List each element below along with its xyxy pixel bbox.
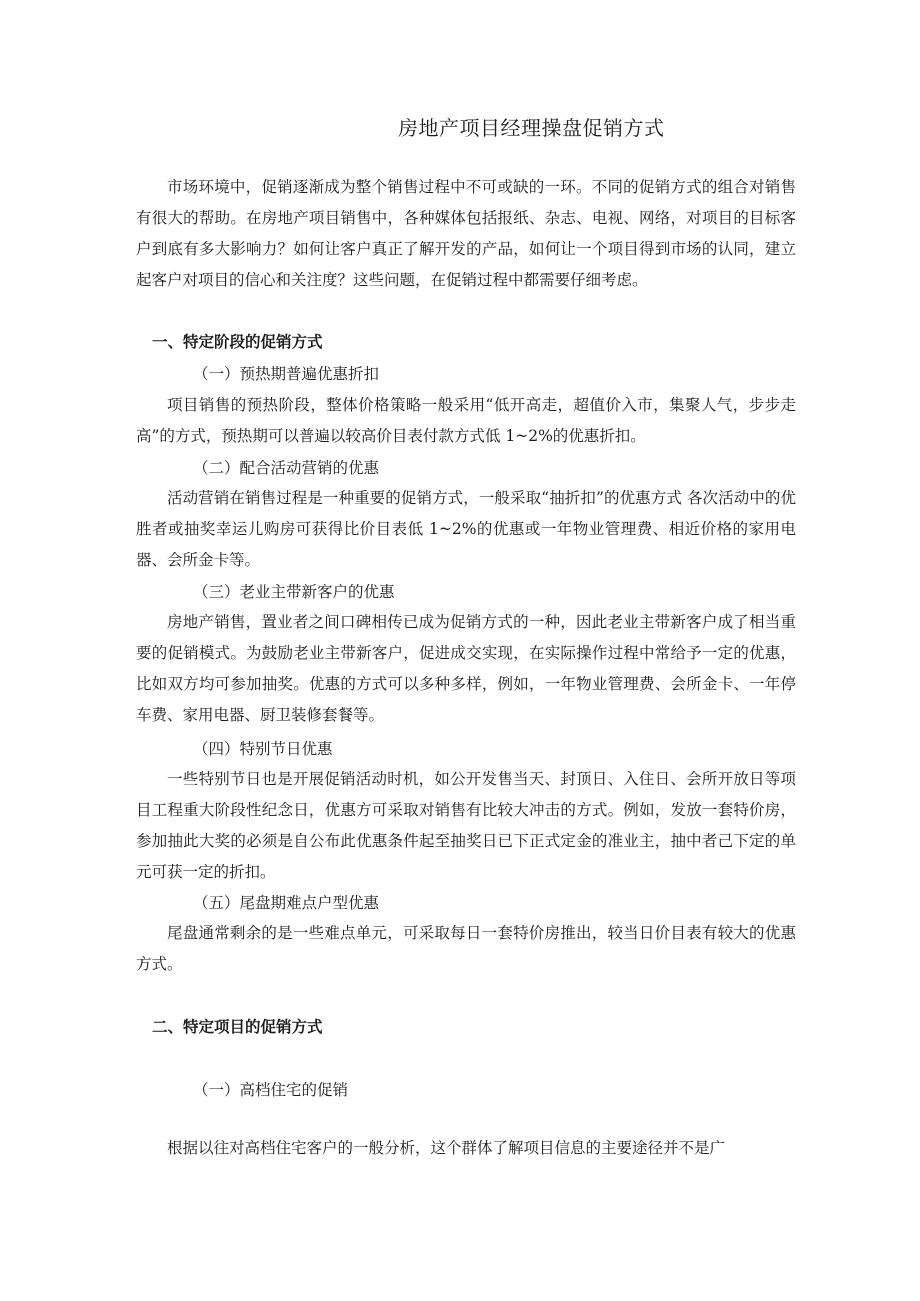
section-1-paragraph-5: 尾盘通常剩余的是一些难点单元，可采取每日一套特价房推出，较当日价目表有较大的优惠方式。 — [136, 924, 796, 973]
section-1-paragraph-4: 一些特别节日也是开展促销活动时机，如公开发售当天、封顶日、入住日、会所开放日等项目工程重大阶段性纪念日，优惠方可采取对销售有比较大冲击的方式。例如，发放一套特价房，参加抽此大奖的必须是自公布此优惠条件起至抽奖日已下正式定金的准业主，抽中者己下定的单元可获一定的折扣。 — [136, 770, 796, 881]
section-1-subheading-5: （五）尾盘期难点户型优惠 — [193, 894, 380, 912]
section-1-paragraph-1: 项目销售的预热阶段，整体价格策略一般采用“低开高走，超值价入市，集聚人气，步步走高”的方式，预热期可以普遍以较高价目表付款方式低 1~2%的优惠折扣。 — [136, 396, 796, 445]
section-2-subheading-1: （一）高档住宅的促销 — [193, 1081, 349, 1099]
section-1-subheading-4: （四）特别节日优惠 — [193, 740, 333, 758]
section-1-paragraph-3: 房地产销售，置业者之间口碑相传已成为促销方式的一种，因此老业主带新客户成了相当重要的促销模式。为鼓励老业主带新客户，促进成交实现，在实际操作过程中常给予一定的优惠，比如双方均可参加抽奖。优惠的方式可以多种多样，例如，一年物业管理费、会所金卡、一年停车费、家用电器、厨卫装修套餐等。 — [136, 613, 796, 724]
section-1-heading: 一、特定阶段的促销方式 — [152, 332, 323, 351]
section-2-paragraph-1: 根据以往对高档住宅客户的一般分析，这个群体了解项目信息的主要途径并不是广 — [167, 1139, 726, 1157]
section-1-subheading-2: （二）配合活动营销的优惠 — [193, 459, 380, 477]
section-2-heading: 二、特定项目的促销方式 — [152, 1017, 323, 1036]
document-title: 房地产项目经理操盘促销方式 — [398, 116, 665, 140]
section-1-subheading-1: （一）预热期普遍优惠折扣 — [193, 365, 380, 383]
section-1-subheading-3: （三）老业主带新客户的优惠 — [193, 583, 395, 601]
section-1-paragraph-2: 活动营销在销售过程是一种重要的促销方式，一般采取“抽折扣”的优惠方式 各次活动中的优胜者或抽奖幸运儿购房可获得比价目表低 1~2%的优惠或一年物业管理费、相近价格的家用电器、会所金卡等。 — [136, 489, 796, 569]
intro-paragraph: 市场环境中，促销逐渐成为整个销售过程中不可或缺的一环。不同的促销方式的组合对销售有很大的帮助。在房地产项目销售中，各种媒体包括报纸、杂志、电视、网络，对项目的目标客户到底有多大影响力？如何让客户真正了解开发的产品，如何让一个项目得到市场的认同，建立起客户对项目的信心和关注度？这些问题，在促销过程中都需要仔细考虑。 — [136, 178, 796, 289]
